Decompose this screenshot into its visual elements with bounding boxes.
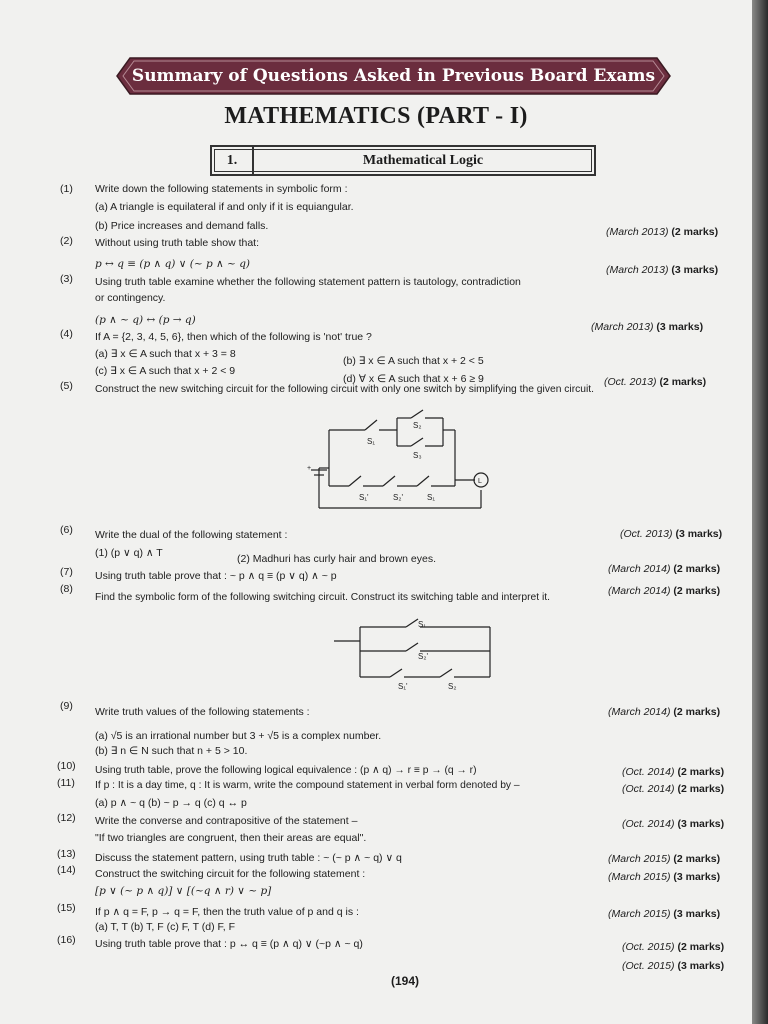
q6-reference: (Oct. 2013) (3 marks)	[620, 528, 723, 540]
q14-text: Construct the switching circuit for the following statement :	[95, 868, 366, 880]
q9-part-b: (b) ∃ n ∈ N such that n + 5 > 10.	[95, 745, 248, 757]
q15-text: If p ∧ q = F, p → q = F, then the truth value of p and q is :	[95, 906, 359, 918]
q15-number: (15)	[57, 902, 76, 914]
q8-label-s1: S₁	[418, 620, 427, 629]
q14-reference: (March 2015) (3 marks)	[608, 871, 721, 883]
q4-option-a: (a) ∃ x ∈ A such that x + 3 = 8	[95, 348, 236, 360]
svg-text:+: +	[307, 465, 312, 472]
q5-label-s2: S₂	[413, 421, 422, 430]
q10-number: (10)	[57, 760, 76, 772]
q5-number: (5)	[60, 380, 73, 392]
q13-number: (13)	[57, 848, 76, 860]
q5-circuit-diagram	[305, 408, 495, 513]
q3-reference: (March 2013) (3 marks)	[591, 321, 704, 333]
q2-text: Without using truth table show that:	[95, 237, 260, 249]
q1-number: (1)	[60, 183, 73, 195]
q8-label-s2-prime: S₂'	[418, 652, 428, 661]
q8-circuit-diagram	[330, 615, 495, 695]
q14-number: (14)	[57, 864, 76, 876]
q11-number: (11)	[57, 777, 75, 789]
q5-label-s1-bottom: S₁	[427, 493, 436, 502]
page-edge	[752, 0, 768, 1024]
q11-reference: (Oct. 2014) (2 marks)	[622, 783, 725, 795]
q13-text: Discuss the statement pattern, using truth table : ~ (~ p ∧ ~ q) ∨ q	[95, 852, 402, 864]
q16-number: (16)	[57, 934, 76, 946]
q9-text: Write truth values of the following statements :	[95, 706, 310, 718]
q9-number: (9)	[60, 700, 73, 712]
q3-expression: (p ∧ ~ q) ↔ (p → q)	[95, 314, 196, 326]
q16-reference-2: (Oct. 2015) (3 marks)	[622, 960, 725, 972]
q5-label-s1: S₁	[367, 437, 376, 446]
q9-part-a: (a) √5 is an irrational number but 3 + √5 is a complex number.	[95, 730, 382, 742]
q1-reference: (March 2013) (2 marks)	[606, 226, 719, 238]
q7-number: (7)	[60, 566, 73, 578]
q4-option-c: (c) ∃ x ∈ A such that x + 2 < 9	[95, 365, 236, 377]
q7-reference: (March 2014) (2 marks)	[608, 563, 721, 575]
q8-label-s2: S₂	[448, 682, 457, 691]
q11-options: (a) p ∧ ~ q (b) ~ p → q (c) q ↔ p	[95, 797, 247, 809]
q16-reference: (Oct. 2015) (2 marks)	[622, 941, 725, 953]
q4-number: (4)	[60, 328, 73, 340]
chapter-box	[210, 145, 596, 176]
q8-text: Find the symbolic form of the following switching circuit. Construct its switching table and interpret it.	[95, 592, 550, 603]
q8-label-s1-prime: S₁'	[398, 682, 408, 691]
q16-text: Using truth table prove that : p ↔ q ≡ (p ∧ q) ∨ (~p ∧ ~ q)	[95, 938, 363, 950]
q6-text: Write the dual of the following statement :	[95, 529, 288, 541]
q13-reference: (March 2015) (2 marks)	[608, 853, 721, 865]
chapter-number: 1.	[212, 147, 254, 174]
q5-text: Construct the new switching circuit for the following circuit with only one switch by simplifying the given circuit.	[95, 384, 595, 395]
q3-text: Using truth table examine whether the following statement pattern is tautology, contradiction	[95, 276, 521, 288]
q8-reference: (March 2014) (2 marks)	[608, 585, 721, 597]
q2-number: (2)	[60, 235, 73, 247]
chapter-title: Mathematical Logic	[362, 153, 484, 168]
q4-option-b: (b) ∃ x ∈ A such that x + 2 < 5	[343, 355, 484, 367]
q11-text: If p : It is a day time, q : It is warm, write the compound statement in verbal form denoted by –	[95, 780, 520, 791]
q1-part-a: (a) A triangle is equilateral if and only if it is equiangular.	[95, 201, 354, 213]
q2-reference: (March 2013) (3 marks)	[606, 264, 719, 276]
q6-number: (6)	[60, 524, 73, 536]
q14-expression: [p ∨ (~ p ∧ q)] ∨ [(~q ∧ r) ∨ ~ p]	[95, 885, 272, 897]
q7-text: Using truth table prove that : ~ p ∧ q ≡ (p ∨ q) ∧ ~ p	[95, 570, 337, 582]
q10-text: Using truth table, prove the following logical equivalence : (p ∧ q) → r ≡ p → (q → r)	[95, 765, 477, 776]
q15-reference: (March 2015) (3 marks)	[608, 908, 721, 920]
q4-option-d: (d) ∀ x ∈ A such that x + 6 ≥ 9	[343, 373, 484, 385]
q1-part-b: (b) Price increases and demand falls.	[95, 220, 269, 232]
q15-options: (a) T, T (b) T, F (c) F, T (d) F, F	[95, 921, 236, 933]
q10-reference: (Oct. 2014) (2 marks)	[622, 766, 725, 778]
q4-reference: (Oct. 2013) (2 marks)	[604, 376, 707, 388]
q8-number: (8)	[60, 583, 73, 595]
q4-text: If A = {2, 3, 4, 5, 6}, then which of the following is 'not' true ?	[95, 331, 372, 343]
q5-label-s2-prime: S₂'	[393, 493, 403, 502]
q5-label-s1-prime: S₁'	[359, 493, 369, 502]
q3-text-cont: or contingency.	[95, 292, 166, 304]
q1-text: Write down the following statements in symbolic form :	[95, 183, 348, 195]
q6-part-1: (1) (p ∨ q) ∧ T	[95, 547, 163, 559]
banner-title: Summary of Questions Asked in Previous Board Exams	[131, 66, 656, 86]
q12-text-cont: "If two triangles are congruent, then their areas are equal".	[95, 832, 367, 844]
q3-number: (3)	[60, 273, 73, 285]
page-title: MATHEMATICS (PART - I)	[224, 103, 528, 129]
q5-label-s3: S₃	[413, 451, 422, 460]
q12-reference: (Oct. 2014) (3 marks)	[622, 818, 725, 830]
q6-part-2: (2) Madhuri has curly hair and brown eyes.	[237, 553, 437, 565]
q5-label-lamp: L	[478, 478, 482, 485]
q9-reference: (March 2014) (2 marks)	[608, 706, 721, 718]
q2-expression: p ↔ q ≡ (p ∧ q) ∨ (~ p ∧ ~ q)	[95, 258, 251, 270]
page-number: (194)	[390, 974, 419, 988]
section-banner	[116, 57, 671, 95]
q12-text: Write the converse and contrapositive of the statement –	[95, 815, 358, 827]
q12-number: (12)	[57, 812, 76, 824]
